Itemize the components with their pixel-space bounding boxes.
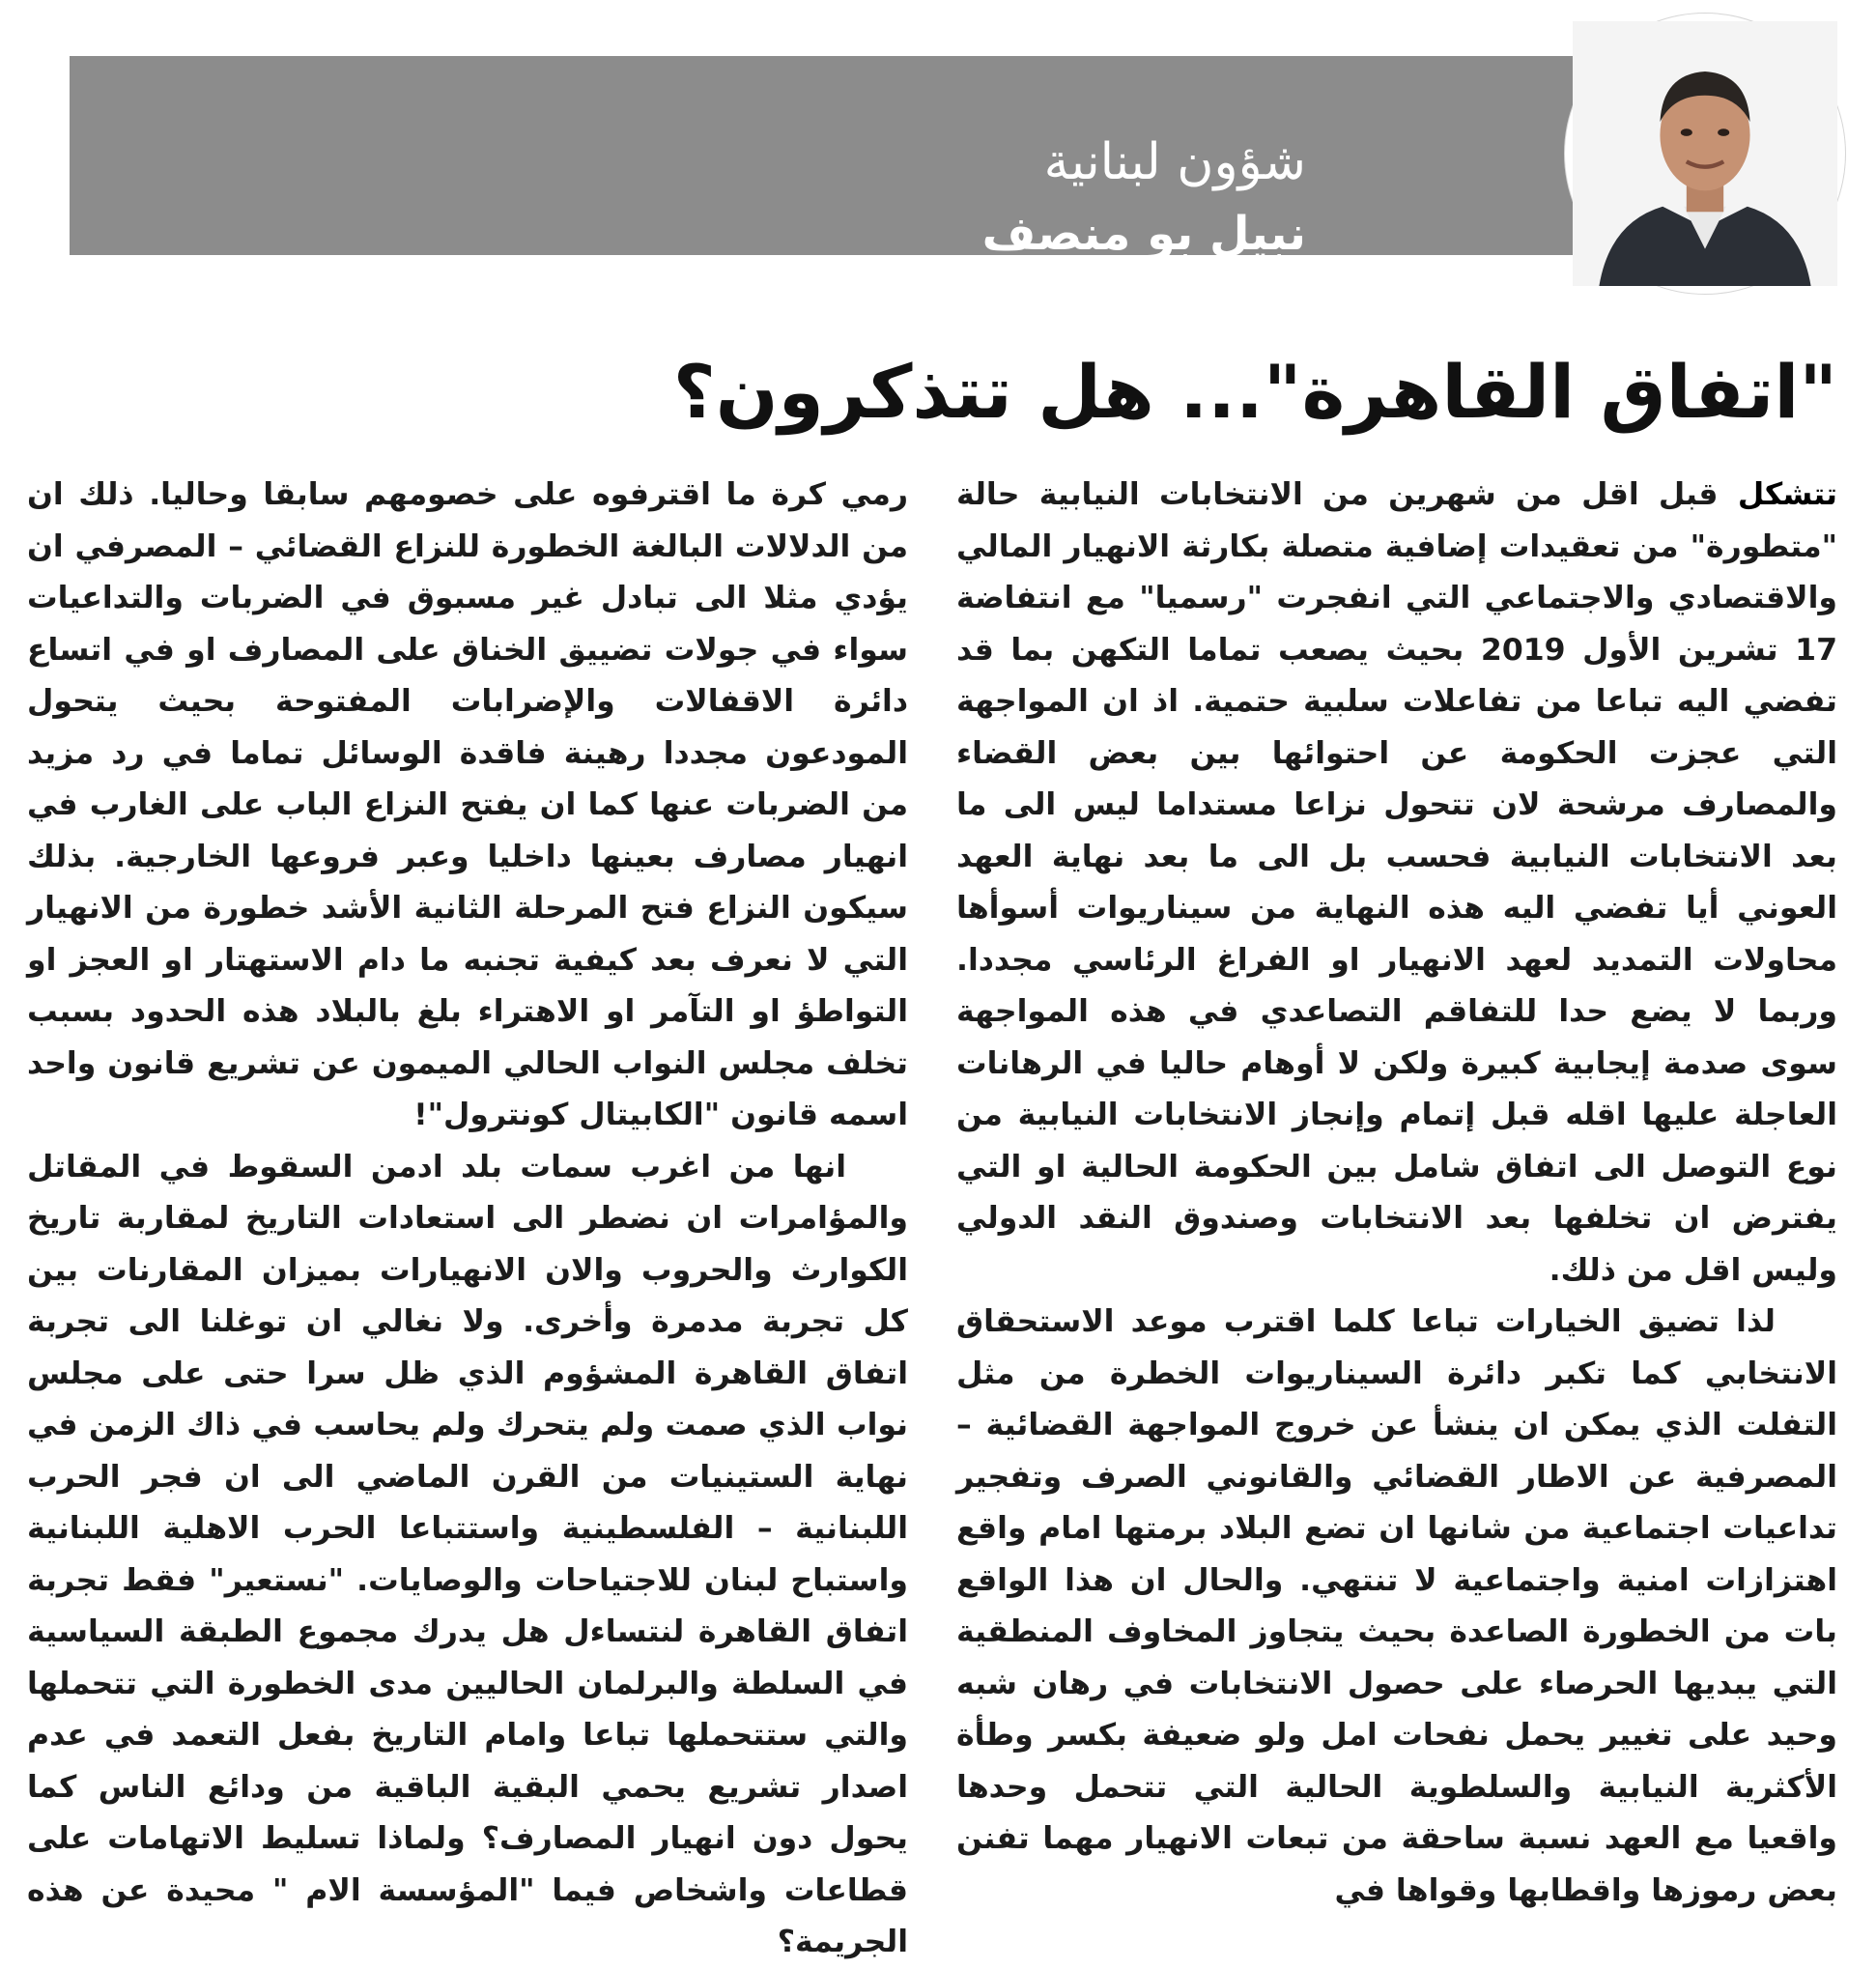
header-band (70, 56, 1673, 261)
article-column-left (27, 470, 908, 1959)
article-column-right (956, 470, 1838, 1908)
section-label: شؤون لبنانية (1043, 133, 1306, 191)
lead-word: تتشكل (1737, 477, 1837, 512)
article-headline: "اتفاق القاهرة"... هل تتذكرون؟ (672, 349, 1837, 435)
article-paragraph: انها من اغرب سمات بلد ادمن السقوط في المقاتل والمؤامرات ان نضطر الى استعادات التاريخ لمقاربة تاريخ الكوارث والحروب والان الانهيارات بميزان المقارنات بين كل تجربة مدمرة وأخرى. ولا نغالي ان توغلنا الى تجربة اتفاق القاهرة المشؤوم الذي ظل سرا حتى على مجلس نواب الذي صمت ولم يتحرك ولم يحاسب في ذاك الزمن في نهاية الستينيات من القرن الماضي الى ان فجر الحرب اللبنانية – الفلسطينية واستتباعا الحرب الاهلية اللبنانية واستباح لبنان للاجتياحات والوصايات. "نستعير" فقط تجربة اتفاق القاهرة لنتساءل هل يدرك مجموع الطبقة السياسية في السلطة والبرلمان الحاليين مدى الخطورة التي تتحملها والتي ستتحملها تباعا وامام التاريخ بفعل التعمد في عدم اصدار تشريع يحمي البقية الباقية من ودائع الناس كما يحول دون انهيار المصارف؟ ولماذا تسليط الاتهامات على قطاعات واشخاص فيما "المؤسسة الام " محيدة عن هذه الجريمة؟ (27, 1149, 908, 1959)
article-paragraph: رمي كرة ما اقترفوه على خصومهم سابقا وحاليا. ذلك ان من الدلالات البالغة الخطورة للنزاع القضائي – المصرفي ان يؤدي مثلا الى تبادل غير مسبوق في الضربات والتداعيات سواء في جولات تضييق الخناق على المصارف او في اتساع دائرة الاقفالات والإضرابات المفتوحة بحيث يتحول المودعون مجددا رهينة فاقدة الوسائل تماما في رد مزيد من الضربات عنها كما ان يفتح النزاع الباب على الغارب في انهيار مصارف بعينها داخليا وعبر فروعها الخارجية. بذلك سيكون النزاع فتح المرحلة الثانية الأشد خطورة من الانهيار التي لا نعرف بعد كيفية تجنبه ما دام الاستهتار او العجز او التواطؤ او التآمر او الاهتراء بلغ بالبلاد هذه الحدود بسبب تخلف مجلس النواب الحالي الميمون عن تشريع قانون واحد اسمه قانون "الكابيتال كونترول"! (27, 477, 908, 1132)
author-photo-icon (1565, 14, 1845, 294)
article-paragraph (956, 470, 1837, 1297)
author-name: نبيل بو منصف (981, 207, 1306, 261)
article-paragraph: لذا تضيق الخيارات تباعا كلما اقترب موعد الاستحقاق الانتخابي كما تكبر دائرة السيناريوات الخطرة من مثل التفلت الذي يمكن ان ينشأ عن خروج المواجهة القضائية – المصرفية عن الاطار القضائي والقانوني الصرف وتفجير تداعيات اجتماعية من شانها ان تضع البلاد برمتها امام واقع اهتزازات امنية واجتماعية لا تنتهي. والحال ان هذا الواقع بات من الخطورة الصاعدة بحيث يتجاوز المخاوف المنطقية التي يبديها الحرصاء على حصول الانتخابات في رهان شبه وحيد على تغيير يحمل نفحات امل ولو ضعيفة بكسر وطأة الأكثرية النيابية والسلطوية الحالية التي تتحمل وحدها واقعيا مع العهد نسبة ساحقة من تبعات الانهيار مهما تفنن بعض رموزها واقطابها وقواها في (956, 1304, 1837, 1908)
paragraph-text: قبل اقل من شهرين من الانتخابات النيابية حالة "متطورة" من تعقيدات إضافية متصلة بكارثة الانهيار المالي والاقتصادي والاجتماعي التي انفجرت "رسميا" مع انتفاضة 17 تشرين الأول 2019 بحيث يصعب تماما التكهن بما قد تفضي اليه تباعا من تفاعلات سلبية حتمية. اذ ان المواجهة التي عجزت الحكومة عن احتوائها بين بعض القضاء والمصارف مرشحة لان تتحول نزاعا مستداما ليس الى ما بعد الانتخابات النيابية فحسب بل الى ما بعد نهاية العهد العوني أيا تفضي اليه هذه النهاية من سيناريوات أسوأها محاولات التمديد لعهد الانهيار او الفراغ الرئاسي مجددا. وربما لا يضع حدا للتفاقم التصاعدي في هذه المواجهة سوى صدمة إيجابية كبيرة ولكن لا أوهام حاليا في الرهانات العاجلة عليها اقله قبل إتمام وإنجاز الانتخابات النيابية من نوع التوصل الى اتفاق شامل بين الحكومة الحالية او التي يفترض ان تخلفها بعد الانتخابات وصندوق النقد الدولي وليس اقل من ذلك. (956, 477, 1838, 1288)
